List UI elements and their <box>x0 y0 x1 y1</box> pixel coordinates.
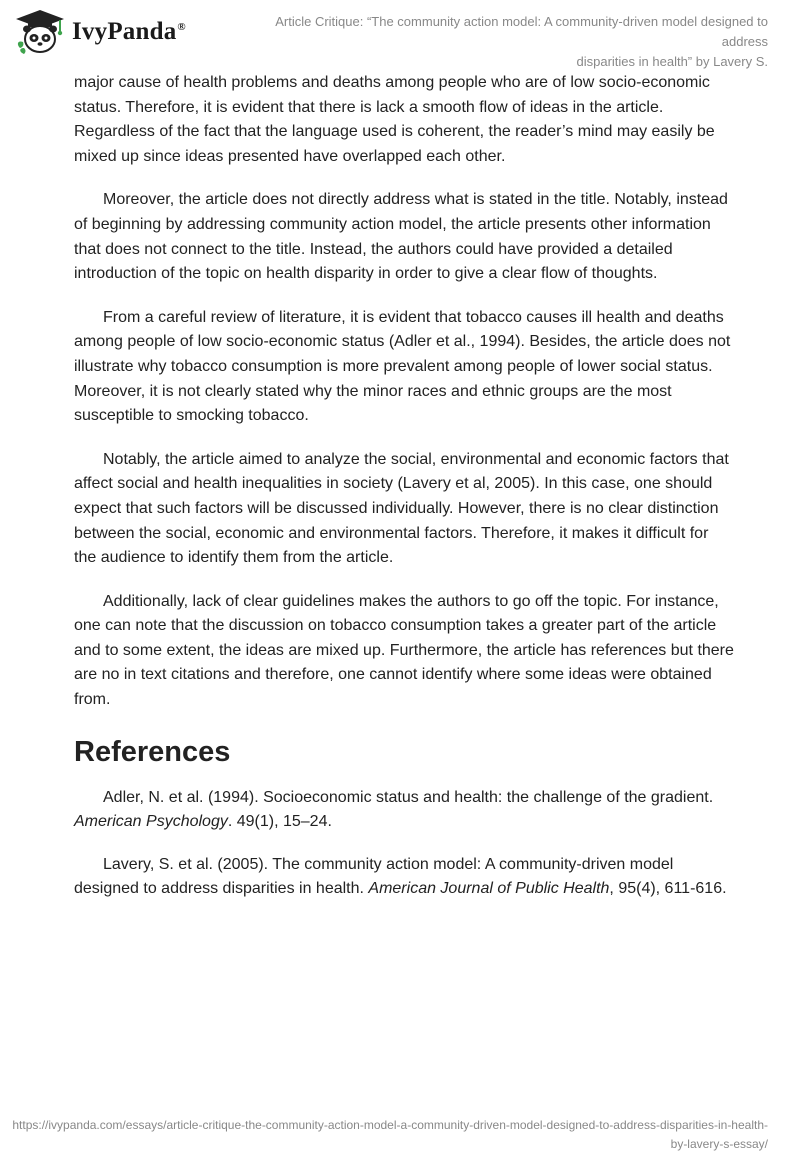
reference-journal: American Journal of Public Health <box>368 880 610 898</box>
document-title-line-1: Article Critique: “The community action model: A community-driven model designed to address <box>275 14 768 49</box>
body-paragraph: Notably, the article aimed to analyze the social, environmental and economic factors that affect social and health inequalities in society (Lavery et al, 2005). In this case, one should expect that such factors will be discussed individually. However, there is no clear distinction between the social, economic and environmental factors. Therefore, it makes it difficult for the audience to identify them from the article. <box>74 450 729 567</box>
document-title-line-2: disparities in health” by Lavery S. <box>576 54 768 69</box>
references-heading: References <box>74 735 231 768</box>
ivypanda-logo[interactable] <box>14 8 214 56</box>
body-paragraph: Moreover, the article does not directly address what is stated in the title. Notably, instead of beginning by addressing community action model, the article presents other information that does not connect to the title. Instead, the authors could have provided a detailed introduction of the topic on health disparity in order to give a clear flow of thoughts. <box>74 191 728 283</box>
brand-name <box>72 18 186 46</box>
body-paragraph: major cause of health problems and deaths among people who are of low socio-economic status. Therefore, it is evident that there is lack a smooth flow of ideas in the article. Regardless of the fact that the language used is coherent, the reader’s mind may easily be mixed up since ideas presented have overlapped each other. <box>74 74 715 165</box>
essay-body <box>74 71 734 920</box>
source-url-link[interactable]: https://ivypanda.com/essays/article-critique-the-community-action-model-a-community-driven-model-designed-to-address-disparities-in-health-by-lavery-s-essay/ <box>12 1118 768 1151</box>
body-paragraph: From a careful review of literature, it is evident that tobacco causes ill health and deaths among people of low socio-economic status (Adler et al., 1994). Besides, the article does not illustrate why tobacco consumption is more prevalent among people of lower social status. Moreover, it is not clearly stated why the minor races and ethnic groups are the most susceptible to smocking tobacco. <box>74 308 731 425</box>
brand-name-text: IvyPanda <box>72 18 177 45</box>
reference-details: , 95(4), 611-616. <box>609 880 727 898</box>
reference-details: . 49(1), 15–24. <box>227 813 332 831</box>
reference-item <box>74 786 734 835</box>
panda-graduation-cap-icon <box>14 8 66 56</box>
registered-mark: ® <box>177 20 186 33</box>
reference-journal: American Psychology <box>74 813 228 831</box>
reference-text: Adler, N. et al. (1994). Socioeconomic status and health: the challenge of the gradient. <box>103 788 714 806</box>
body-paragraph: Additionally, lack of clear guidelines makes the authors to go off the topic. For instance, one can note that the discussion on tobacco consumption takes a greater part of the article and to some extent, the ideas are mixed up. Furthermore, the article has references but there are no in text citations and therefore, one cannot identify where some ideas were obtained from. <box>74 592 734 709</box>
document-title <box>228 12 768 72</box>
reference-text: Lavery, S. et al. (2005). The community action model: A community-driven model designed to address disparities in health. <box>74 855 674 898</box>
reference-item <box>74 853 734 902</box>
page-header <box>0 0 800 69</box>
